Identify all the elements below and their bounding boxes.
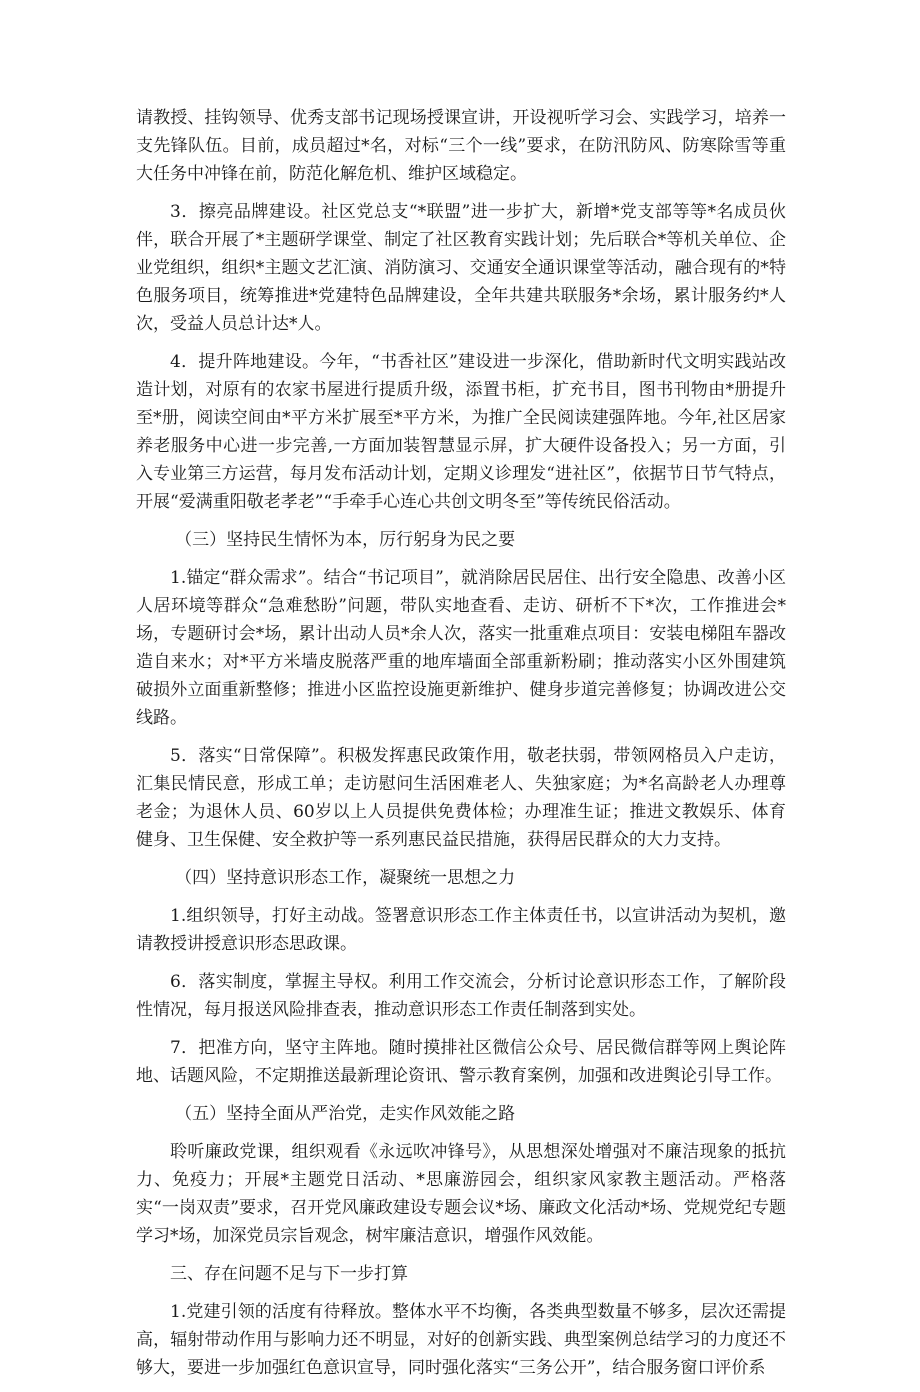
paragraph-integrity: 聆听廉政党课，组织观看《永远吹冲锋号》，从思想深处增强对不廉洁现象的抵抗力、免疫力；开展*主题党日活动、*思廉游园会，组织家风家教主题活动。严格落实“一岗双责”要求，召开党风廉政建设专题会议*场、廉政文化活动*场、党规党纪专题学习*场，加深党员宗旨观念，树牢廉洁意识，增强作风效能。 xyxy=(136,1142,786,1246)
paragraph-training-team: 请教授、挂钩领导、优秀支部书记现场授课宣讲，开设视听学习会、实践学习，培养一支先锋队伍。目前，成员超过*名，对标“三个一线”要求，在防汛防风、防寒除雪等重大任务中冲锋在前，防范化解危机、维护区域稳定。 xyxy=(136,108,786,184)
paragraph-system-implementation: 6．落实制度，掌握主导权。利用工作交流会，分析讨论意识形态工作，了解阶段性情况，每月报送风险排查表，推动意识形态工作责任制落到实处。 xyxy=(136,972,786,1020)
paragraph-party-building-activity: 1.党建引领的活度有待释放。整体水平不均衡，各类典型数量不够多，层次还需提高，辐射带动作用与影响力还不明显，对好的创新实践、典型案例总结学习的力度还不够大，要进一步加强红色意识宣导，同时强化落实“三务公开”，结合服务窗口评价系 xyxy=(136,1302,786,1378)
paragraph-position-building: 4．提升阵地建设。今年，“书香社区”建设进一步深化，借助新时代文明实践站改造计划，对原有的农家书屋进行提质升级，添置书柜，扩充书目，图书刊物由*册提升至*册，阅读空间由*平方米扩展至*平方米，为推广全民阅读建强阵地。今年,社区居家养老服务中心进一步完善,一方面加装智慧显示屏，扩大硬件设备投入；另一方面，引入专业第三方运营，每月发布活动计划，定期义诊理发“进社区”，依据节日节气特点，开展“爱满重阳敬老孝老”“手牵手心连心共创文明冬至”等传统民俗活动。 xyxy=(136,352,786,512)
paragraph-public-needs: 1.锚定“群众需求”。结合“书记项目”，就消除居民居住、出行安全隐患、改善小区人居环境等群众“急难愁盼”问题，带队实地查看、走访、研析不下*次，工作推进会*场，专题研讨会*场，累计出动人员*余人次，落实一批重难点项目：安装电梯阻车器改造自来水；对*平方米墙皮脱落严重的地库墙面全部重新粉刷；推动落实小区外围建筑破损外立面重新整修；推进小区监控设施更新维护、健身步道完善修复；协调改进公交线路。 xyxy=(136,568,786,728)
paragraph-daily-support: 5．落实“日常保障”。积极发挥惠民政策作用，敬老扶弱，带领网格员入户走访，汇集民情民意，形成工单；走访慰问生活困难老人、失独家庭；为*名高龄老人办理尊老金；为退休人员、60岁以上人员提供免费体检；办理准生证；推进文教娱乐、体育健身、卫生保健、安全救护等一系列惠民益民措施，获得居民群众的大力支持。 xyxy=(136,746,786,850)
section-heading-ideology: （四）坚持意识形态工作，凝聚统一思想之力 xyxy=(175,868,516,888)
section-heading-livelihood: （三）坚持民生情怀为本，厉行躬身为民之要 xyxy=(175,530,516,550)
section-heading-problems: 三、存在问题不足与下一步打算 xyxy=(170,1264,408,1284)
paragraph-direction: 7．把准方向，坚守主阵地。随时摸排社区微信公众号、居民微信群等网上舆论阵地、话题风险，不定期推送最新理论资讯、警示教育案例，加强和改进舆论引导工作。 xyxy=(136,1038,786,1086)
paragraph-organization-leadership: 1.组织领导，打好主动战。签署意识形态工作主体责任书，以宣讲活动为契机，邀请教授讲授意识形态思政课。 xyxy=(136,906,786,954)
paragraph-brand-building: 3．擦亮品牌建设。社区党总支“*联盟”进一步扩大，新增*党支部等等*名成员伙伴，联合开展了*主题研学课堂、制定了社区教育实践计划；先后联合*等机关单位、企业党组织，组织*主题文艺汇演、消防演习、交通安全通识课堂等活动，融合现有的*特色服务项目，统筹推进*党建特色品牌建设，全年共建共联服务*余场，累计服务约*人次，受益人员总计达*人。 xyxy=(136,202,786,334)
document-page xyxy=(136,104,786,1392)
section-heading-party-discipline: （五）坚持全面从严治党，走实作风效能之路 xyxy=(175,1104,516,1124)
